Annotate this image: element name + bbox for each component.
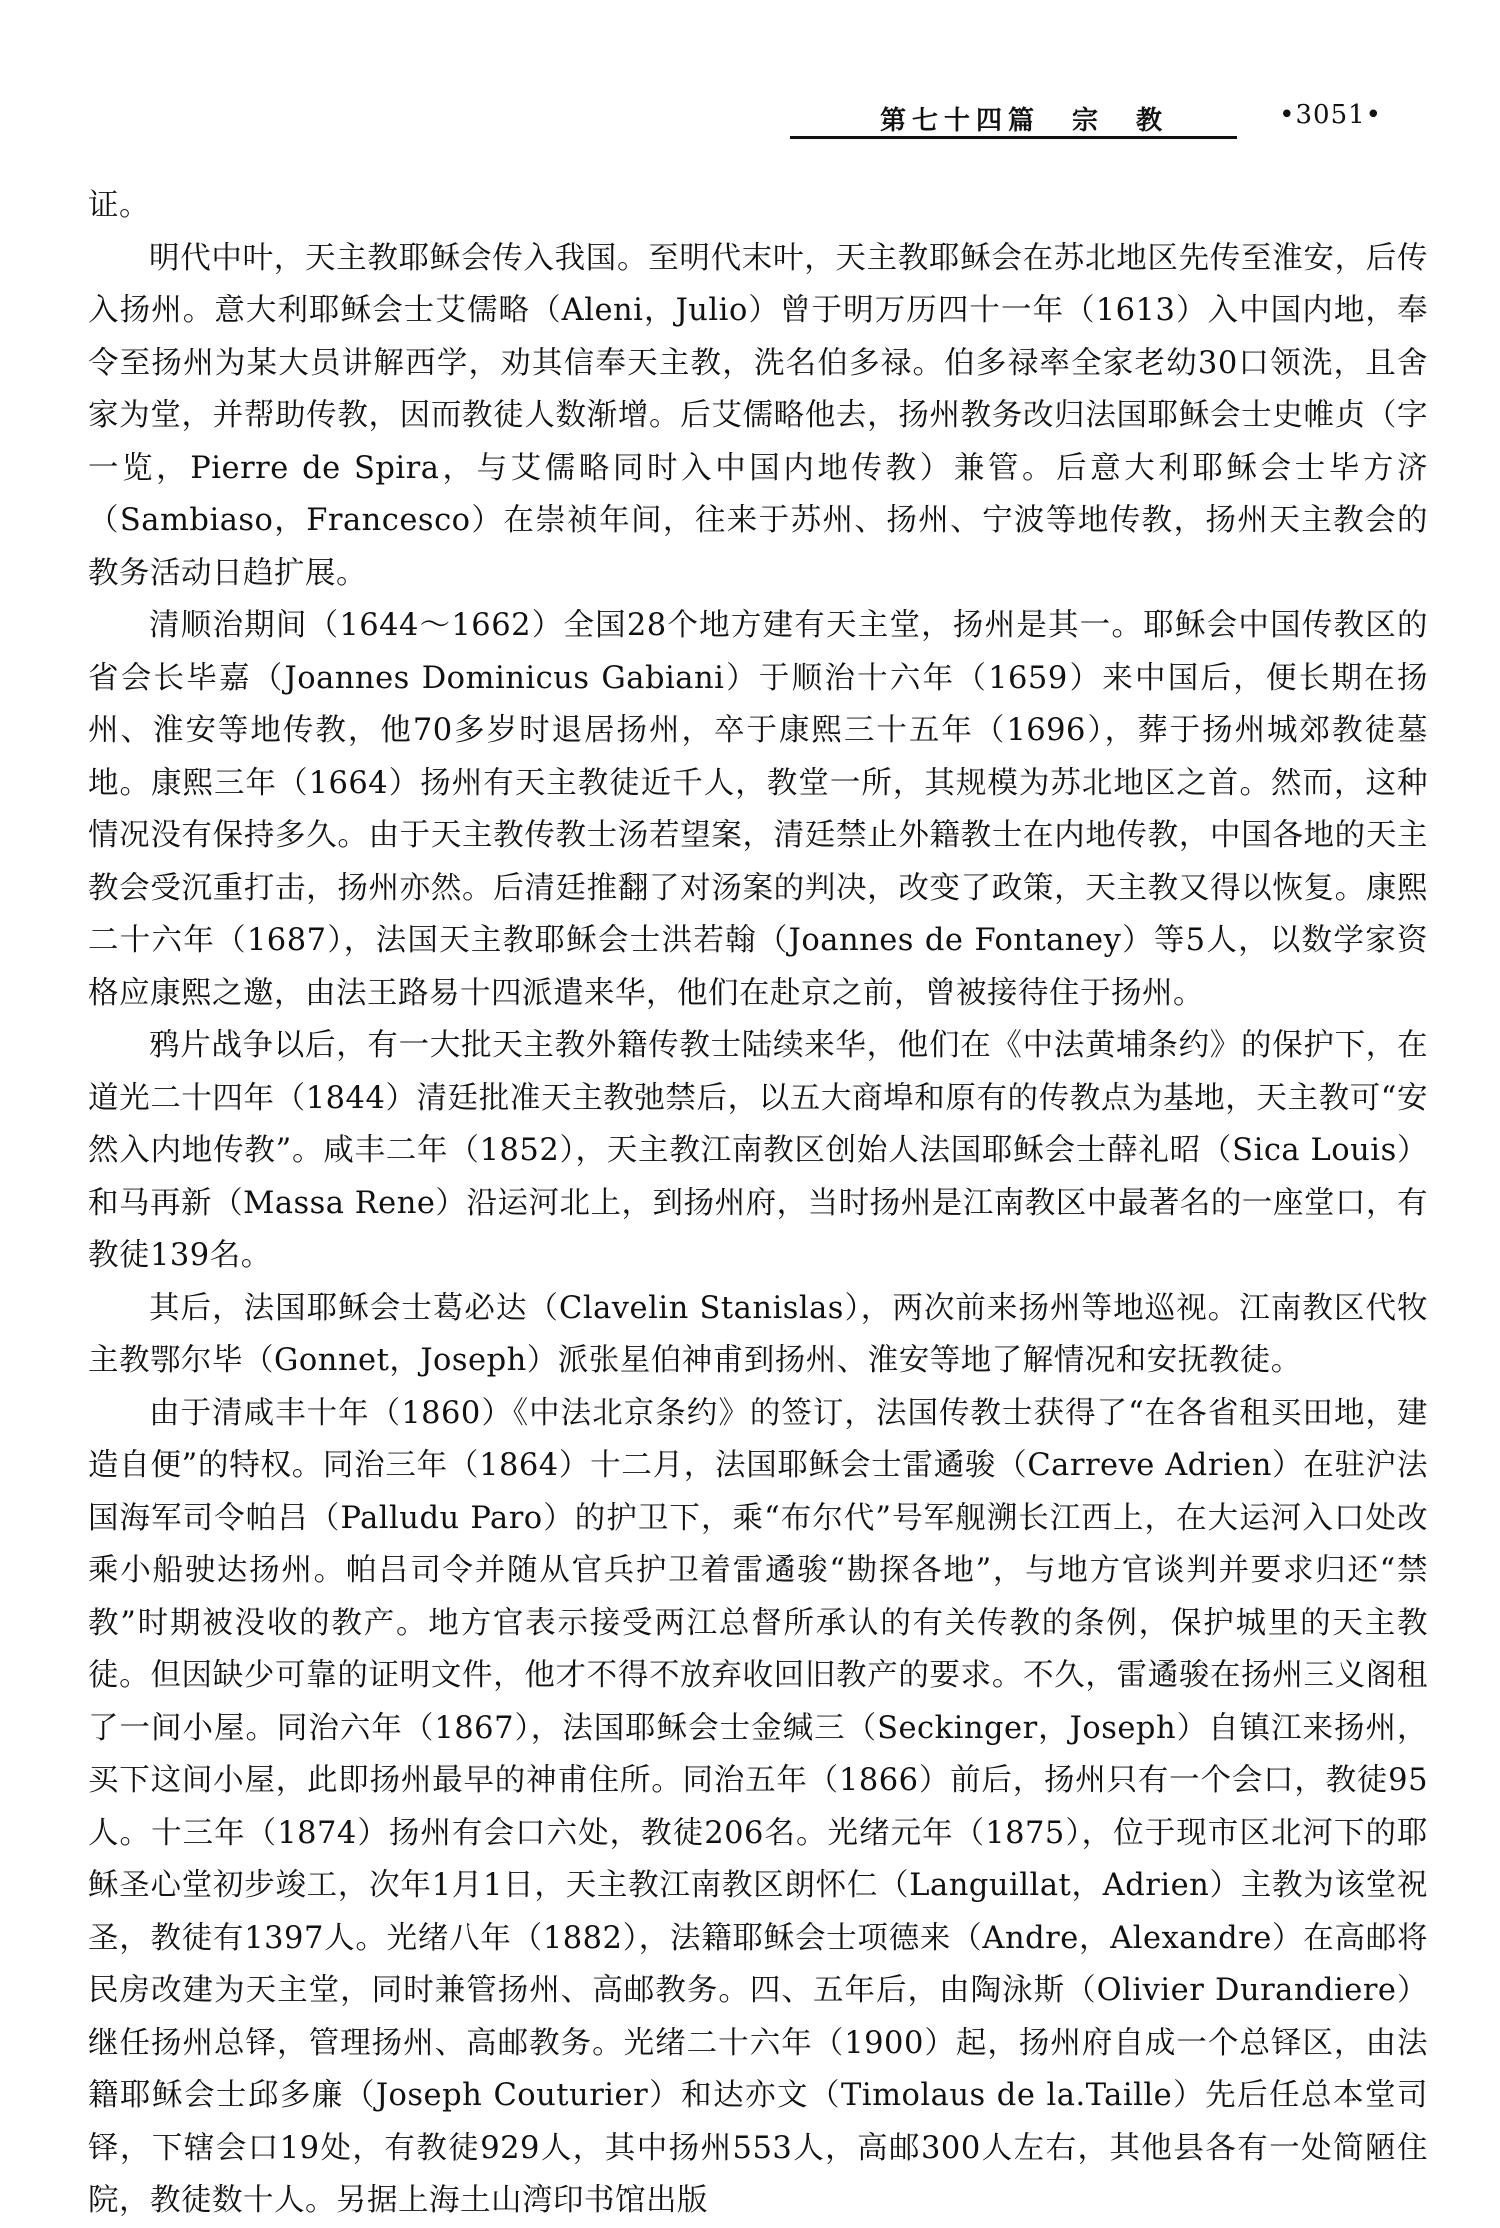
running-header [790, 98, 1390, 144]
paragraph: 由于清咸丰十年（1860）《中法北京条约》的签订，法国传教士获得了“在各省租买田地，建造自便”的特权。同治三年（1864）十二月，法国耶稣会士雷遹骏（Carreve Adrien）在驻沪法国海军司令帕吕（Palludu Paro）的护卫下，乘“布尔代”号军舰溯长江西上，在大运河入口处改乘小船驶达扬州。帕吕司令并随从官兵护卫着雷遹骏“勘探各地”，与地方官谈判并要求归还“禁教”时期被没收的教产。地方官表示接受两江总督所承认的有关传教的条例，保护城里的天主教徒。但因缺少可靠的证明文件，他才不得不放弃收回旧教产的要求。不久，雷遹骏在扬州三义阁租了一间小屋。同治六年（1867），法国耶稣会士金缄三（Seckinger，Joseph）自镇江来扬州，买下这间小屋，此即扬州最早的神甫住所。同治五年（1866）前后，扬州只有一个会口，教徒95人。十三年（1874）扬州有会口六处，教徒206名。光绪元年（1875），位于现市区北河下的耶稣圣心堂初步竣工，次年1月1日，天主教江南教区朗怀仁（Languillat，Adrien）主教为该堂祝圣，教徒有1397人。光绪八年（1882），法籍耶稣会士项德来（Andre，Alexandre）在高邮将民房改建为天主堂，同时兼管扬州、高邮教务。四、五年后，由陶泳斯（Olivier Durandiere）继任扬州总铎，管理扬州、高邮教务。光绪二十六年（1900）起，扬州府自成一个总铎区，由法籍耶稣会士邱多廉（Joseph Couturier）和达亦文（Timolaus de la.Taille）先后任总本堂司铎，下辖会口19处，有教徒929人，其中扬州553人，高邮300人左右，其他县各有一处简陋住院，教徒数十人。另据上海土山湾印书馆出版 [88, 1395, 1428, 2218]
section-title: 第七十四篇 宗 教 [880, 106, 1169, 136]
paragraph: 清顺治期间（1644～1662）全国28个地方建有天主堂，扬州是其一。耶稣会中国传教区的省会长毕嘉（Joannes Dominicus Gabiani）于顺治十六年（1659）来中国后，便长期在扬州、淮安等地传教，他70多岁时退居扬州，卒于康熙三十五年（1696），葬于扬州城郊教徒墓地。康熙三年（1664）扬州有天主教徒近千人，教堂一所，其规模为苏北地区之首。然而，这种情况没有保持多久。由于天主教传教士汤若望案，清廷禁止外籍教士在内地传教，中国各地的天主教会受沉重打击，扬州亦然。后清廷推翻了对汤案的判决，改变了政策，天主教又得以恢复。康熙二十六年（1687），法国天主教耶稣会士洪若翰（Joannes de Fontaney）等5人，以数学家资格应康熙之邀，由法王路易十四派遣来华，他们在赴京之前，曾被接待住于扬州。 [88, 608, 1428, 1011]
paragraph-continuation: 证。 [88, 188, 150, 223]
paragraph: 鸦片战争以后，有一大批天主教外籍传教士陆续来华，他们在《中法黄埔条约》的保护下，在道光二十四年（1844）清廷批准天主教弛禁后，以五大商埠和原有的传教点为基地，天主教可“安然入内地传教”。咸丰二年（1852），天主教江南教区创始人法国耶稣会士薛礼昭（Sica Louis）和马再新（Massa Rene）沿运河北上，到扬州府，当时扬州是江南教区中最著名的一座堂口，有教徒139名。 [88, 1028, 1428, 1273]
body-text [88, 180, 1428, 2228]
page-number: •3051• [1279, 100, 1382, 130]
paragraph: 其后，法国耶稣会士葛必达（Clavelin Stanislas），两次前来扬州等地巡视。江南教区代牧主教鄂尔毕（Gonnet，Joseph）派张星伯神甫到扬州、淮安等地了解情况和安抚教徒。 [88, 1290, 1428, 1378]
header-rule [790, 136, 1237, 139]
paragraph: 明代中叶，天主教耶稣会传入我国。至明代末叶，天主教耶稣会在苏北地区先传至淮安，后传入扬州。意大利耶稣会士艾儒略（Aleni，Julio）曾于明万历四十一年（1613）入中国内地，奉令至扬州为某大员讲解西学，劝其信奉天主教，洗名伯多禄。伯多禄率全家老幼30口领洗，且舍家为堂，并帮助传教，因而教徒人数渐增。后艾儒略他去，扬州教务改归法国耶稣会士史帷贞（字一览，Pierre de Spira，与艾儒略同时入中国内地传教）兼管。后意大利耶稣会士毕方济（Sambiaso，Francesco）在崇祯年间，往来于苏州、扬州、宁波等地传教，扬州天主教会的教务活动日趋扩展。 [88, 240, 1428, 591]
